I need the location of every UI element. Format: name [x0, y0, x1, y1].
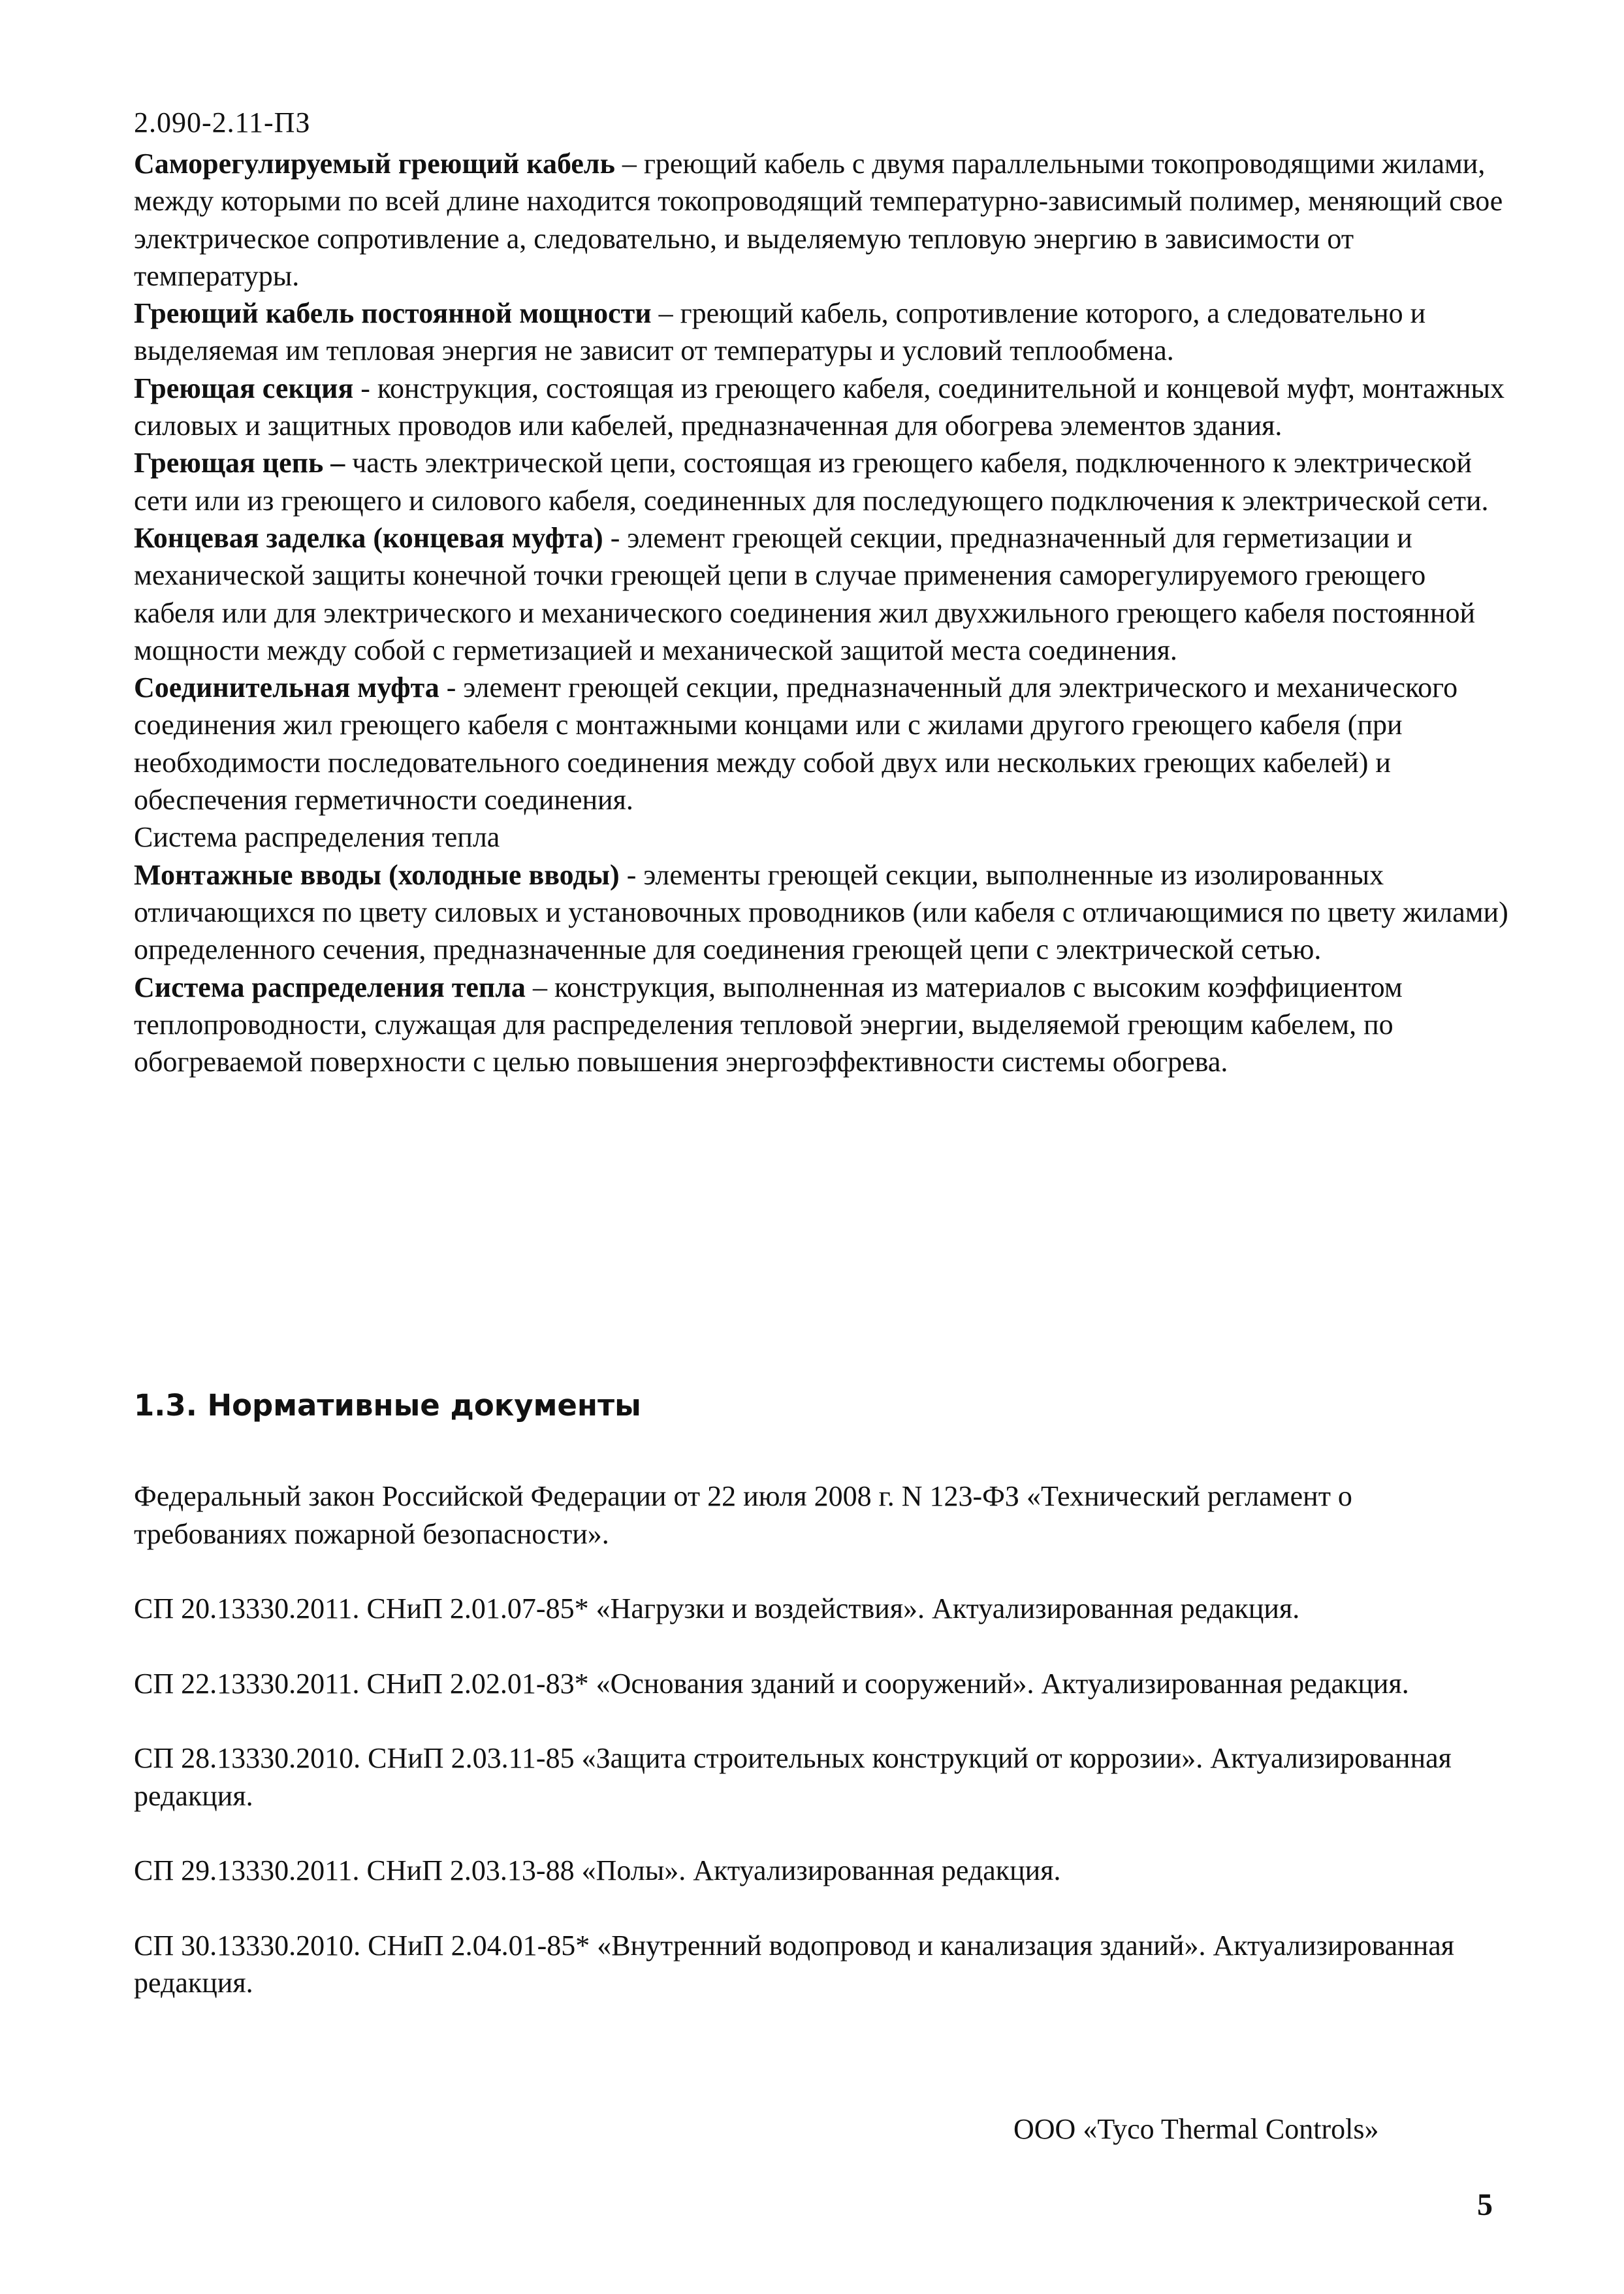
- reference-item: СП 29.13330.2011. СНиП 2.03.13-88 «Полы». Актуализированная редакция.: [134, 1854, 1061, 1886]
- term-name: Греющая цепь –: [134, 447, 345, 479]
- term-name: Концевая заделка (концевая муфта): [134, 521, 603, 554]
- term-cold-leads: [134, 856, 1512, 969]
- term-end-termination: [134, 519, 1512, 669]
- reference-item: СП 30.13330.2010. СНиП 2.04.01-85* «Внутренний водопровод и канализация зданий». Актуализированная редакция.: [134, 1929, 1455, 1999]
- term-self-regulating-cable: [134, 145, 1512, 295]
- normative-documents-list: [134, 1478, 1512, 2039]
- term-definition: - элементы греющей секции, выполненные из изолированных отличающихся по цвету силовых и установочных проводников (или кабеля с отличающимися по цвету жилами) определенного сечения, предназначенные для соединения греющей цепи с электрической сетью.: [134, 858, 1508, 966]
- term-stray-line: [134, 818, 1512, 856]
- term-heating-section: [134, 370, 1512, 445]
- reference-item: СП 28.13330.2010. СНиП 2.03.11-85 «Защита строительных конструкций от коррозии». Актуализированная редакция.: [134, 1742, 1452, 1812]
- term-definition: - элемент греющей секции, предназначенный для электрического и механического соединения жил греющего кабеля с монтажными концами или с жилами другого греющего кабеля (при необходимости последовательного соединения между собой двух или нескольких греющих кабелей) и обеспечения герметичности соединения.: [134, 671, 1458, 816]
- term-name: Саморегулируемый греющий кабель: [134, 148, 615, 180]
- term-connection-sleeve: [134, 669, 1512, 818]
- term-definition: Система распределения тепла: [134, 821, 500, 854]
- terms-and-definitions: [134, 145, 1512, 1080]
- term-name: Греющая секция: [134, 372, 354, 404]
- term-definition: – греющий кабель с двумя параллельными токопроводящими жилами, между которыми по всей длине находится токопроводящий температурно-зависимый полимер, меняющий свое электрическое сопротивление а, следовательно, и выделяемую тепловую энергию в зависимости от температуры.: [134, 148, 1503, 292]
- term-name: Монтажные вводы (холодные вводы): [134, 858, 620, 891]
- footer-organization: ООО «Tyco Thermal Controls»: [1013, 2113, 1379, 2145]
- reference-item: СП 22.13330.2011. СНиП 2.02.01-83* «Основания зданий и сооружений». Актуализированная редакция.: [134, 1667, 1409, 1700]
- term-heating-circuit: [134, 444, 1512, 519]
- term-name: Греющий кабель постоянной мощности: [134, 297, 652, 330]
- term-definition: часть электрической цепи, состоящая из греющего кабеля, подключенного к электрической сети или из греющего и силового кабеля, соединенных для последующего подключения к электрической сети.: [134, 447, 1489, 517]
- document-code: 2.090-2.11-ПЗ: [134, 106, 311, 138]
- term-definition: - конструкция, состоящая из греющего кабеля, соединительной и концевой муфт, монтажных силовых и защитных проводов или кабелей, предназначенная для обогрева элементов здания.: [134, 372, 1505, 442]
- term-name: Система распределения тепла: [134, 971, 526, 1003]
- reference-item: Федеральный закон Российской Федерации от 22 июля 2008 г. N 123-ФЗ «Технический регламент о требованиях пожарной безопасности».: [134, 1480, 1352, 1550]
- reference-item: СП 20.13330.2011. СНиП 2.01.07-85* «Нагрузки и воздействия». Актуализированная редакция.: [134, 1592, 1300, 1624]
- term-constant-power-cable: [134, 295, 1512, 370]
- term-definition: – греющий кабель, сопротивление которого, а следовательно и выделяемая им тепловая энергия не зависит от температуры и условий теплообмена.: [134, 297, 1426, 367]
- term-name: Соединительная муфта: [134, 671, 439, 704]
- section-heading: 1.3. Нормативные документы: [134, 1388, 641, 1423]
- term-definition: - элемент греющей секции, предназначенный для герметизации и механической защиты конечной точки греющей цепи в случае применения саморегулируемого греющего кабеля или для электрического и механического соединения жил двухжильного греющего кабеля постоянной мощности между собой с герметизацией и механической защитой места соединения.: [134, 521, 1476, 666]
- term-heat-distribution-system: [134, 969, 1512, 1081]
- page-number: 5: [1477, 2188, 1493, 2222]
- term-definition: – конструкция, выполненная из материалов с высоким коэффициентом теплопроводности, служащая для распределения тепловой энергии, выделяемой греющим кабелем, по обогреваемой поверхности с целью повышения энергоэффективности системы обогрева.: [134, 971, 1403, 1078]
